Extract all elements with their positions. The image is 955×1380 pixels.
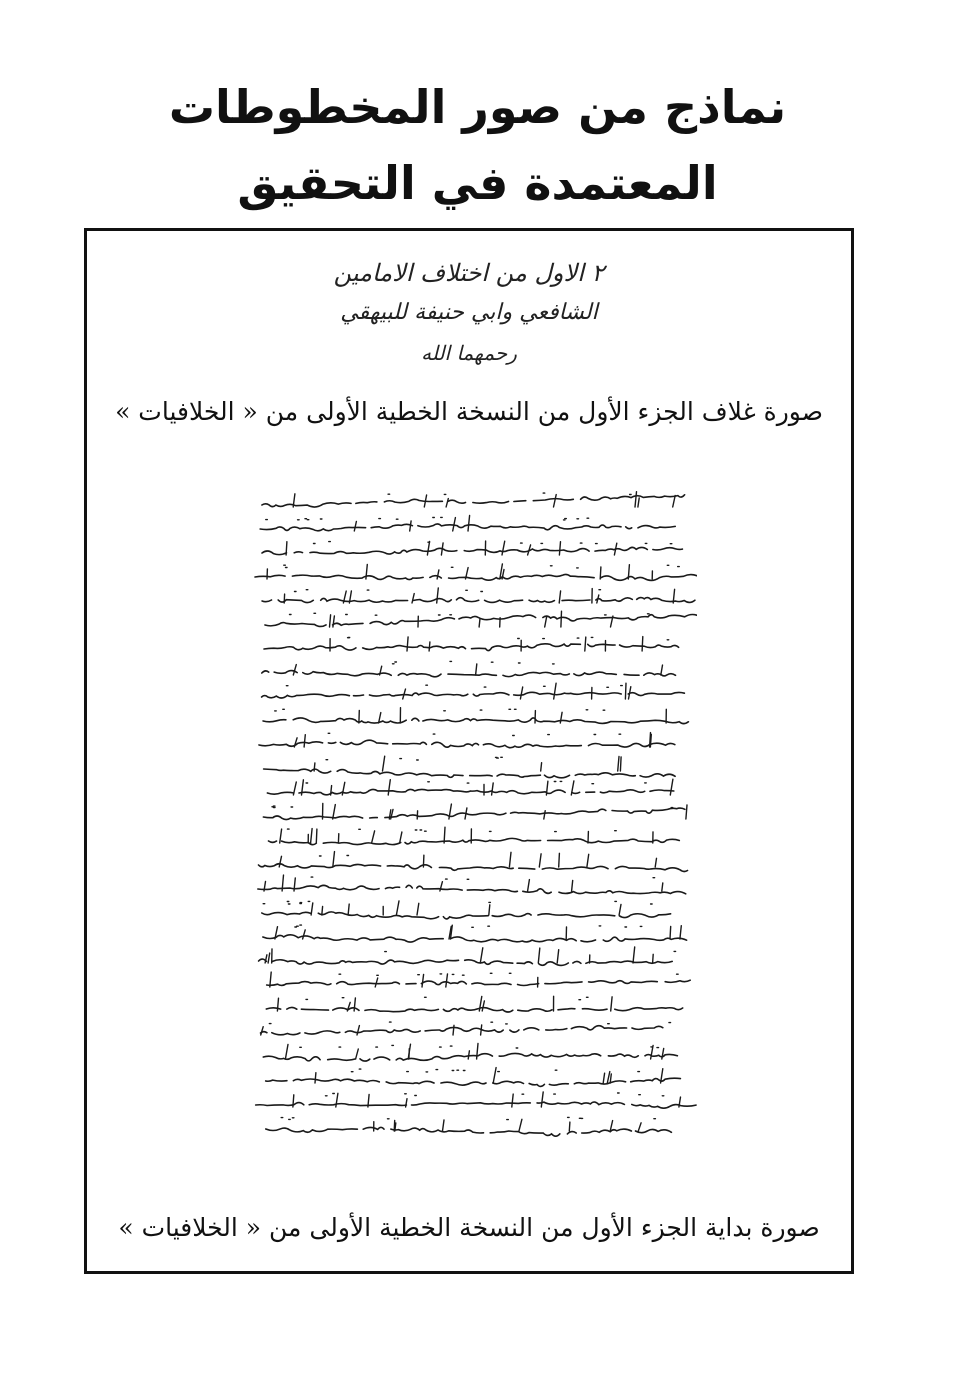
manuscript-stroke — [330, 615, 331, 627]
manuscript-stroke — [569, 1122, 570, 1131]
manuscript-stroke — [661, 665, 663, 675]
manuscript-line — [267, 789, 673, 794]
manuscript-stroke — [520, 687, 522, 699]
manuscript-stroke — [311, 903, 313, 915]
manuscript-stroke — [635, 492, 637, 507]
manuscript-stroke — [446, 499, 448, 507]
manuscript-line — [263, 935, 687, 942]
manuscript-page-image — [247, 487, 697, 1157]
manuscript-stroke — [559, 591, 560, 603]
manuscript-stroke — [357, 1026, 359, 1035]
manuscript-stroke — [268, 953, 270, 963]
manuscript-stroke — [544, 811, 545, 819]
manuscript-stroke — [410, 521, 411, 531]
image-frame — [84, 228, 854, 1274]
manuscript-stroke — [482, 1001, 484, 1011]
manuscript-stroke — [642, 637, 643, 651]
manuscript-stroke — [638, 1123, 641, 1131]
manuscript-stroke — [437, 588, 439, 603]
manuscript-stroke — [561, 611, 562, 627]
manuscript-stroke — [314, 763, 315, 771]
manuscript-stroke — [441, 543, 443, 555]
manuscript-stroke — [261, 1027, 264, 1035]
manuscript-stroke — [480, 948, 483, 963]
cover-line-3: رحمهما الله — [421, 341, 517, 365]
manuscript-stroke — [429, 642, 430, 651]
manuscript-stroke — [597, 595, 599, 603]
manuscript-stroke — [407, 637, 408, 651]
manuscript-stroke — [444, 827, 445, 843]
manuscript-stroke — [680, 926, 681, 939]
manuscript-stroke — [422, 974, 424, 987]
manuscript-stroke — [388, 780, 390, 795]
manuscript-line — [266, 1078, 681, 1086]
page-title-line2: المعتمدة في التحقيق — [237, 156, 718, 210]
cover-line-1: ٢ الاول من اختلاف الامامين — [333, 259, 605, 287]
manuscript-line — [262, 692, 685, 698]
manuscript-stroke — [427, 541, 429, 555]
manuscript-stroke — [331, 786, 332, 795]
manuscript-stroke — [670, 779, 673, 795]
manuscript-stroke — [375, 978, 378, 987]
manuscript-stroke — [443, 1120, 445, 1131]
manuscript-stroke — [333, 852, 335, 867]
manuscript-stroke — [662, 883, 663, 891]
manuscript-line — [255, 574, 697, 580]
manuscript-line — [259, 740, 675, 747]
manuscript-stroke — [437, 570, 439, 579]
manuscript-line — [262, 495, 685, 507]
manuscript-line — [263, 1053, 677, 1061]
manuscript-line — [262, 671, 676, 677]
manuscript-stroke — [481, 1025, 482, 1035]
manuscript-stroke — [557, 950, 559, 963]
manuscript-stroke — [423, 855, 424, 867]
manuscript-stroke — [545, 617, 547, 627]
cover-line-2: الشافعي وابي حنيفة للبيهقي — [340, 300, 598, 325]
manuscript-line — [259, 864, 688, 872]
manuscript-stroke — [670, 926, 671, 939]
manuscript-stroke — [559, 542, 560, 555]
manuscript-stroke — [554, 683, 556, 699]
manuscript-line — [263, 718, 688, 724]
manuscript-stroke — [559, 853, 560, 867]
page-title-line1: نماذج من صور المخطوطات — [168, 80, 787, 134]
manuscript-stroke — [619, 904, 621, 915]
manuscript-stroke — [493, 1068, 496, 1083]
manuscript-stroke — [383, 756, 385, 771]
manuscript-stroke — [453, 1025, 454, 1035]
manuscript-stroke — [468, 1051, 469, 1059]
manuscript-stroke — [293, 665, 296, 675]
manuscript-stroke — [587, 854, 589, 867]
manuscript-stroke — [315, 1073, 316, 1083]
manuscript-stroke — [304, 735, 305, 747]
manuscript-stroke — [333, 805, 336, 819]
manuscript-stroke — [541, 1092, 543, 1107]
manuscript-stroke — [477, 1043, 478, 1059]
manuscript-line — [261, 1026, 663, 1035]
manuscript-line — [263, 808, 685, 819]
manuscript-stroke — [468, 516, 470, 532]
manuscript-line — [259, 959, 673, 965]
manuscript-stroke — [417, 903, 419, 915]
manuscript-line — [256, 1102, 696, 1108]
manuscript-stroke — [354, 521, 356, 531]
manuscript-stroke — [662, 1049, 664, 1060]
manuscript-stroke — [465, 808, 467, 819]
manuscript-stroke — [356, 1049, 359, 1059]
manuscript-stroke — [446, 974, 448, 987]
manuscript-stroke — [638, 498, 639, 507]
manuscript-line — [269, 838, 680, 844]
manuscript-stroke — [348, 904, 349, 915]
manuscript-stroke — [655, 858, 656, 867]
manuscript-stroke — [293, 782, 296, 795]
manuscript-stroke — [279, 856, 281, 867]
manuscript-stroke — [538, 948, 540, 963]
manuscript-stroke — [528, 880, 530, 891]
manuscript-line — [258, 885, 686, 893]
manuscript-stroke — [311, 829, 313, 843]
manuscript-stroke — [618, 757, 619, 772]
manuscript-stroke — [476, 664, 477, 675]
manuscript-stroke — [625, 683, 626, 699]
manuscript-stroke — [541, 763, 542, 771]
manuscript-stroke — [502, 541, 505, 555]
manuscript-stroke — [686, 805, 687, 819]
manuscript-stroke — [572, 880, 573, 891]
manuscript-line — [266, 1007, 682, 1012]
manuscript-stroke — [607, 1072, 610, 1083]
manuscript-line — [264, 644, 679, 651]
manuscript-line — [267, 980, 691, 985]
manuscript-stroke — [492, 783, 494, 795]
caption-cover: صورة غلاف الجزء الأول من النسخة الخطية الأولى من « الخلافيات » — [115, 397, 823, 426]
caption-beginning: صورة بداية الجزء الأول من النسخة الخطية الأولى من « الخلافيات » — [118, 1213, 820, 1242]
manuscript-stroke — [286, 542, 287, 555]
manuscript-stroke — [611, 997, 612, 1011]
manuscript-stroke — [406, 1099, 407, 1107]
manuscript-stroke — [354, 998, 355, 1011]
manuscript-stroke — [293, 1095, 294, 1107]
manuscript-line — [264, 769, 675, 778]
manuscript-stroke — [396, 901, 399, 915]
manuscript-stroke — [336, 1093, 338, 1107]
manuscript-stroke — [333, 616, 335, 627]
manuscript-stroke — [372, 831, 375, 843]
manuscript-line — [262, 912, 671, 919]
manuscript-stroke — [620, 757, 621, 771]
manuscript-stroke — [509, 852, 511, 867]
manuscript-stroke — [285, 1044, 288, 1059]
manuscript-stroke — [560, 712, 562, 723]
manuscript-stroke — [633, 947, 635, 963]
manuscript-stroke — [479, 619, 480, 628]
manuscript-stroke — [303, 930, 306, 939]
manuscript-line — [262, 598, 695, 603]
manuscript-stroke — [519, 1119, 522, 1131]
manuscript-stroke — [489, 905, 490, 915]
cover-inscription — [87, 253, 851, 373]
manuscript-stroke — [316, 829, 317, 843]
manuscript-stroke — [512, 1094, 513, 1107]
manuscript-stroke — [585, 637, 586, 651]
manuscript-stroke — [412, 594, 414, 603]
manuscript-stroke — [603, 1073, 604, 1083]
manuscript-line — [262, 547, 682, 554]
manuscript-stroke — [653, 954, 654, 963]
manuscript-stroke — [600, 567, 601, 579]
manuscript-stroke — [400, 832, 402, 843]
manuscript-stroke — [394, 1121, 395, 1132]
manuscript-stroke — [322, 907, 323, 916]
manuscript-stroke — [539, 854, 541, 867]
manuscript-stroke — [479, 996, 482, 1011]
manuscript-stroke — [650, 733, 651, 747]
manuscript-stroke — [554, 495, 557, 507]
